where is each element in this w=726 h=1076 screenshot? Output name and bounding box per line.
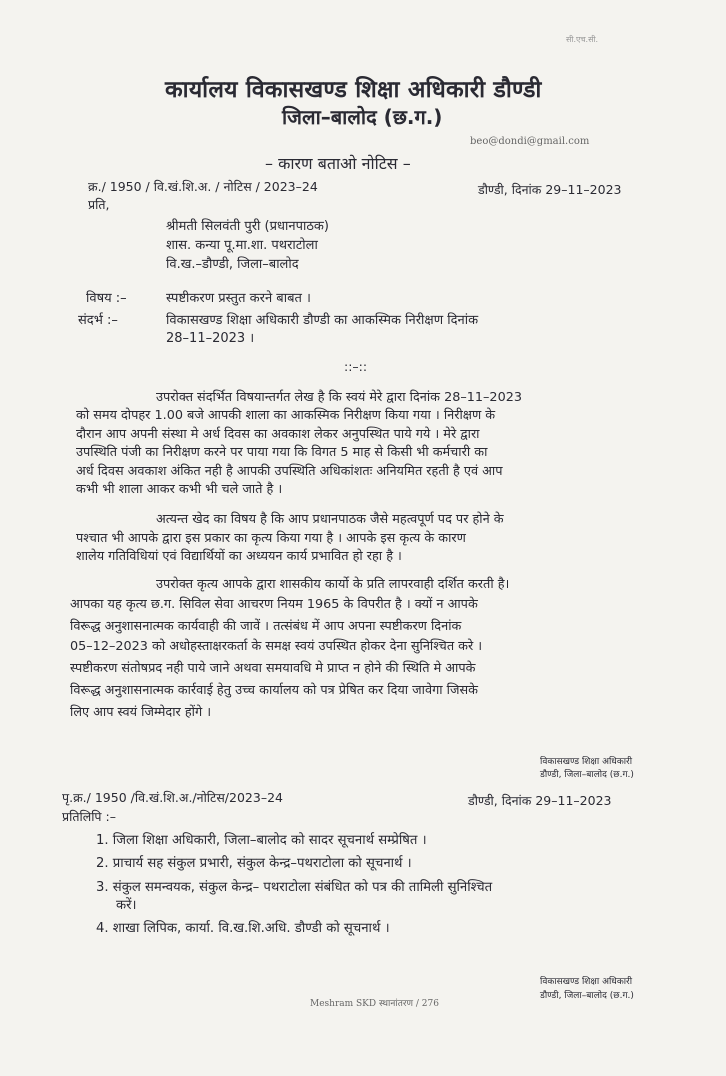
notice-title: – कारण बताओ नोटिस – [265, 154, 411, 173]
paragraph-2-line: शालेय गतिविधियां एवं विद्यार्थियों का अध्ययन कार्य प्रभावित हो रहा है । [76, 549, 402, 564]
signature-1-line-2: डौण्डी, जिला–बालोद (छ.ग.) [540, 770, 634, 780]
paragraph-1-line: उपरोक्त संदर्भित विषयान्तर्गत लेख है कि स्वयं मेरे द्वारा दिनांक 28–11–2023 [156, 390, 522, 405]
addressee-line-3: वि.ख.–डौण्डी, जिला–बालोद [166, 257, 299, 272]
paragraph-3-line: विरूद्ध अनुशासनात्मक कार्यवाही की जावें । तत्संबंध में आप अपना स्पष्टीकरण दिनांक [70, 619, 462, 634]
reference-line-1: विकासखण्ड शिक्षा अधिकारी डौण्डी का आकस्मिक निरीक्षण दिनांक [166, 313, 479, 328]
addressee-line-2: शास. कन्या पू.मा.शा. पथराटोला [166, 238, 318, 253]
copy-list-item: 1. जिला शिक्षा अधिकारी, जिला–बालोद को सादर सूचनार्थ सम्प्रेषित । [96, 833, 427, 848]
paragraph-1-line: दौरान आप अपनी संस्था मे अर्ध दिवस का अवकाश लेकर अनुपस्थित पाये गये । मेरे द्वारा [76, 427, 480, 442]
paragraph-1-line: कभी भी शाला आकर कभी भी चले जाते है । [76, 482, 283, 497]
copy-list-item: 4. शाखा लिपिक, कार्या. वि.ख.शि.अधि. डौण्डी को सूचनार्थ । [96, 921, 390, 936]
copy-list-item: 3. संकुल समन्वयक, संकुल केन्द्र– पथराटोला संबंधित को पत्र की तामिली सुनिश्चित [96, 880, 493, 895]
reference-line-2: 28–11–2023 । [166, 331, 255, 346]
paragraph-3-line: 05–12–2023 को अधोहस्ताक्षरकर्ता के समक्ष स्वयं उपस्थित होकर देना सुनिश्चित करे । [70, 639, 483, 654]
copy-label: प्रतिलिपि :– [62, 809, 116, 824]
paragraph-3-line: लिए आप स्वयं जिम्मेदार होंगे । [70, 705, 212, 720]
paragraph-2-line: अत्यन्त खेद का विषय है कि आप प्रधानपाठक जैसे महत्वपूर्ण पद पर होने के [156, 512, 504, 527]
reference-number: क्र./ 1950 / वि.खं.शि.अ. / नोटिस / 2023–24 [88, 179, 318, 194]
copy-reference-number: पृ.क्र./ 1950 /वि.खं.शि.अ./नोटिस/2023–24 [62, 790, 283, 805]
reference-date: डौण्डी, दिनांक 29–11–2023 [478, 182, 622, 197]
paragraph-3-line: विरूद्ध अनुशासनात्मक कार्रवाई हेतु उच्च कार्यालय को पत्र प्रेषित कर दिया जावेगा जिसके [70, 683, 478, 698]
corner-stamp: सी.एच.सी. [566, 35, 599, 44]
paragraph-1-line: अर्ध दिवस अवकाश अंकित नही है आपकी उपस्थिति अधिकांशतः अनियमित रहती है एवं आप [76, 464, 503, 479]
reference-label: संदर्भ :– [78, 313, 118, 328]
office-district: जिला–बालोद (छ.ग.) [282, 105, 443, 129]
subject-text: स्पष्टीकरण प्रस्तुत करने बाबत । [166, 291, 311, 306]
office-title: कार्यालय विकासखण्ड शिक्षा अधिकारी डौण्डी [165, 77, 542, 103]
prati-label: प्रति, [88, 197, 110, 212]
paragraph-3-line: स्पष्टीकरण संतोषप्रद नही पाये जाने अथवा समयावधि मे प्राप्त न होने की स्थिति मे आपके [70, 661, 476, 676]
subject-label: विषय :– [86, 291, 127, 306]
copy-date: डौण्डी, दिनांक 29–11–2023 [468, 793, 612, 808]
paragraph-3-line: उपरोक्त कृत्य आपके द्वारा शासकीय कार्यो के प्रति लापरवाही दर्शित करती है। [156, 577, 510, 592]
paragraph-1-line: उपस्थिति पंजी का निरीक्षण करने पर पाया गया कि विगत 5 माह से किसी भी कर्मचारी का [76, 445, 488, 460]
copy-list-item: करें। [116, 898, 137, 913]
paragraph-2-line: पश्चात भी आपके द्वारा इस प्रकार का कृत्य किया गया है । आपके इस कृत्य के कारण [76, 531, 466, 546]
signature-1-line-1: विकासखण्ड शिक्षा अधिकारी [540, 757, 633, 767]
signature-2-line-1: विकासखण्ड शिक्षा अधिकारी [540, 977, 633, 987]
signature-2-line-2: डौण्डी, जिला–बालोद (छ.ग.) [540, 991, 634, 1001]
paragraph-3-line: आपका यह कृत्य छ.ग. सिविल सेवा आचरण नियम 1965 के विपरीत है । क्यों न आपके [70, 597, 478, 612]
paragraph-1-line: को समय दोपहर 1.00 बजे आपकी शाला का आकस्मिक निरीक्षण किया गया । निरीक्षण के [76, 408, 496, 423]
addressee-line-1: श्रीमती सिलवंती पुरी (प्रधानपाठक) [166, 219, 329, 234]
separator: ::–:: [344, 359, 368, 374]
footer-note: Meshram SKD स्थानांतरण / 276 [310, 999, 439, 1009]
office-email: beo@dondi@gmail.com [470, 136, 590, 147]
copy-list-item: 2. प्राचार्य सह संकुल प्रभारी, संकुल केन्द्र–पथराटोला को सूचनार्थ । [96, 856, 412, 871]
